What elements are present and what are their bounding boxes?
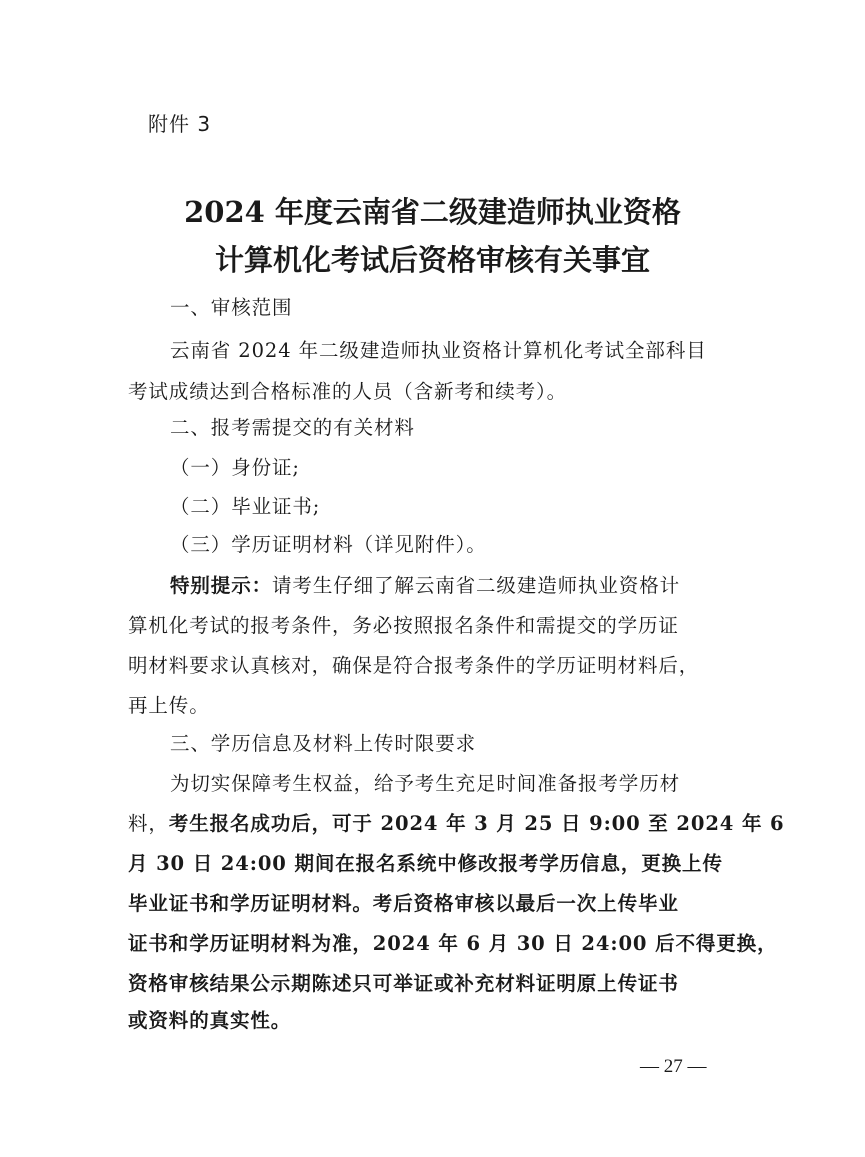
section-3-paragraph-line-3: 月 30 日 24:00 期间在报名系统中修改报考学历信息，更换上传 [128, 852, 723, 875]
page-number: — 27 — [640, 1056, 707, 1077]
section-2-heading: 二、报考需提交的有关材料 [170, 416, 415, 439]
document-title-line-1: 2024 年度云南省二级建造师执业资格 [184, 195, 681, 229]
section-2-item-2: （二）毕业证书; [170, 495, 321, 518]
special-notice-line-3: 明材料要求认真核对，确保是符合报考条件的学历证明材料后， [128, 654, 700, 677]
special-notice-line-1 [170, 570, 750, 598]
document-title-line-2: 计算机化考试后资格审核有关事宜 [214, 243, 650, 277]
section-1-paragraph-line-1: 云南省 2024 年二级建造师执业资格计算机化考试全部科目 [170, 339, 707, 362]
section-3-paragraph-line-4: 毕业证书和学历证明材料。考后资格审核以最后一次上传毕业 [128, 892, 679, 915]
section-3-paragraph-line-1: 为切实保障考生权益，给予考生充足时间准备报考学历材 [170, 772, 681, 795]
section-3-paragraph-line-6: 资格审核结果公示期陈述只可举证或补充材料证明原上传证书 [128, 972, 679, 995]
section-1-paragraph-line-2: 考试成绩达到合格标准的人员（含新考和续考）。 [128, 380, 568, 403]
section-3-paragraph-line-2 [128, 808, 785, 836]
section-3-paragraph-line-5: 证书和学历证明材料为准，2024 年 6 月 30 日 24:00 后不得更换， [128, 932, 778, 955]
special-notice-line-2: 算机化考试的报考条件，务必按照报名条件和需提交的学历证 [128, 614, 679, 637]
special-notice-label: 特别提示： [170, 574, 273, 597]
section-3-paragraph-line-2-bold: 考生报名成功后，可于 2024 年 3 月 25 日 9:00 至 2024 年 6 [168, 812, 785, 835]
section-1-heading: 一、审核范围 [170, 296, 293, 319]
section-2-item-3: （三）学历证明材料（详见附件）。 [170, 533, 487, 556]
section-3-paragraph-line-2-normal: 料， [128, 812, 169, 835]
section-3-paragraph-line-7: 或资料的真实性。 [128, 1009, 292, 1032]
special-notice-text: 请考生仔细了解云南省二级建造师执业资格计 [272, 574, 681, 597]
special-notice-line-4: 再上传。 [128, 694, 210, 717]
section-3-heading: 三、学历信息及材料上传时限要求 [170, 732, 477, 755]
section-2-item-1: （一）身份证; [170, 456, 300, 479]
attachment-label: 附件 3 [148, 112, 212, 136]
